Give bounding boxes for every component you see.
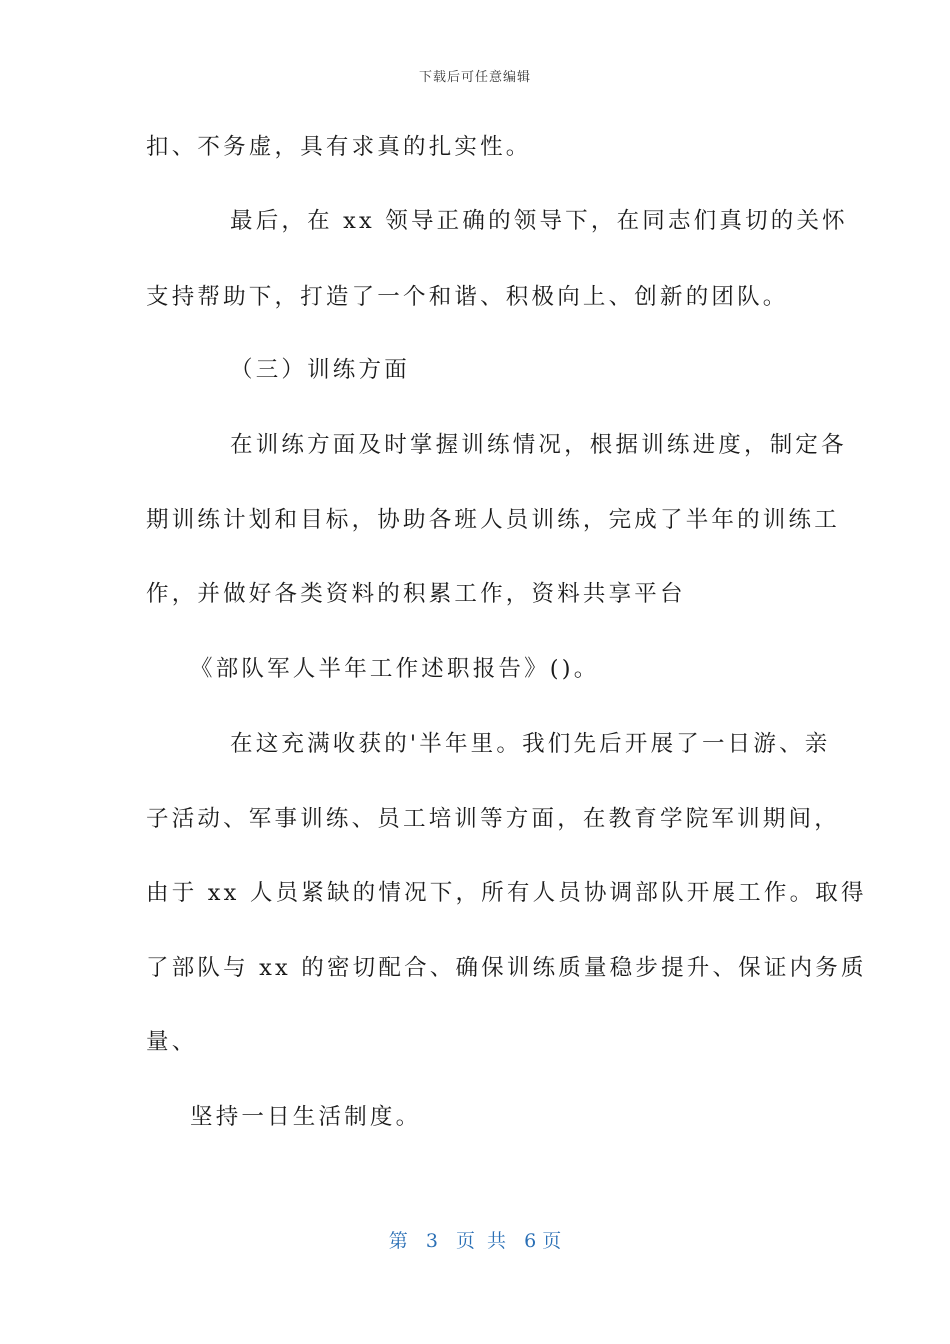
- text-line: 量、: [146, 1029, 198, 1055]
- text-line: 了部队与 xx 的密切配合、确保训练质量稳步提升、保证内务质: [146, 955, 867, 981]
- text-line: 在这充满收获的'半年里。我们先后开展了一日游、亲: [230, 731, 831, 757]
- page-number-footer: [0, 1226, 950, 1253]
- text-line: 在训练方面及时掌握训练情况，根据训练进度，制定各: [230, 432, 847, 458]
- footer-prefix: 第: [388, 1230, 408, 1252]
- text-line: 期训练计划和目标，协助各班人员训练，完成了半年的训练工: [146, 507, 840, 533]
- text-line: 支持帮助下，打造了一个和谐、积极向上、创新的团队。: [146, 284, 789, 310]
- footer-total-pages: 6: [524, 1230, 537, 1252]
- text-line: 坚持一日生活制度。: [190, 1104, 422, 1130]
- text-line: 扣、不务虚，具有求真的扎实性。: [146, 134, 532, 160]
- text-line: 最后，在 xx 领导正确的领导下，在同志们真切的关怀: [230, 208, 848, 234]
- footer-current-page: 3: [425, 1230, 438, 1252]
- text-line: 作，并做好各类资料的积累工作，资料共享平台: [146, 581, 686, 607]
- footer-suffix: 页: [542, 1230, 562, 1252]
- section-heading: （三）训练方面: [230, 357, 410, 383]
- text-line: 子活动、军事训练、员工培训等方面，在教育学院军训期间，: [146, 806, 840, 832]
- text-line: 《部队军人半年工作述职报告》()。: [190, 656, 600, 682]
- header-note: 下载后可任意编辑: [418, 70, 531, 85]
- text-line: 由于 xx 人员紧缺的情况下，所有人员协调部队开展工作。取得: [146, 880, 867, 906]
- footer-middle: 页 共: [456, 1230, 507, 1252]
